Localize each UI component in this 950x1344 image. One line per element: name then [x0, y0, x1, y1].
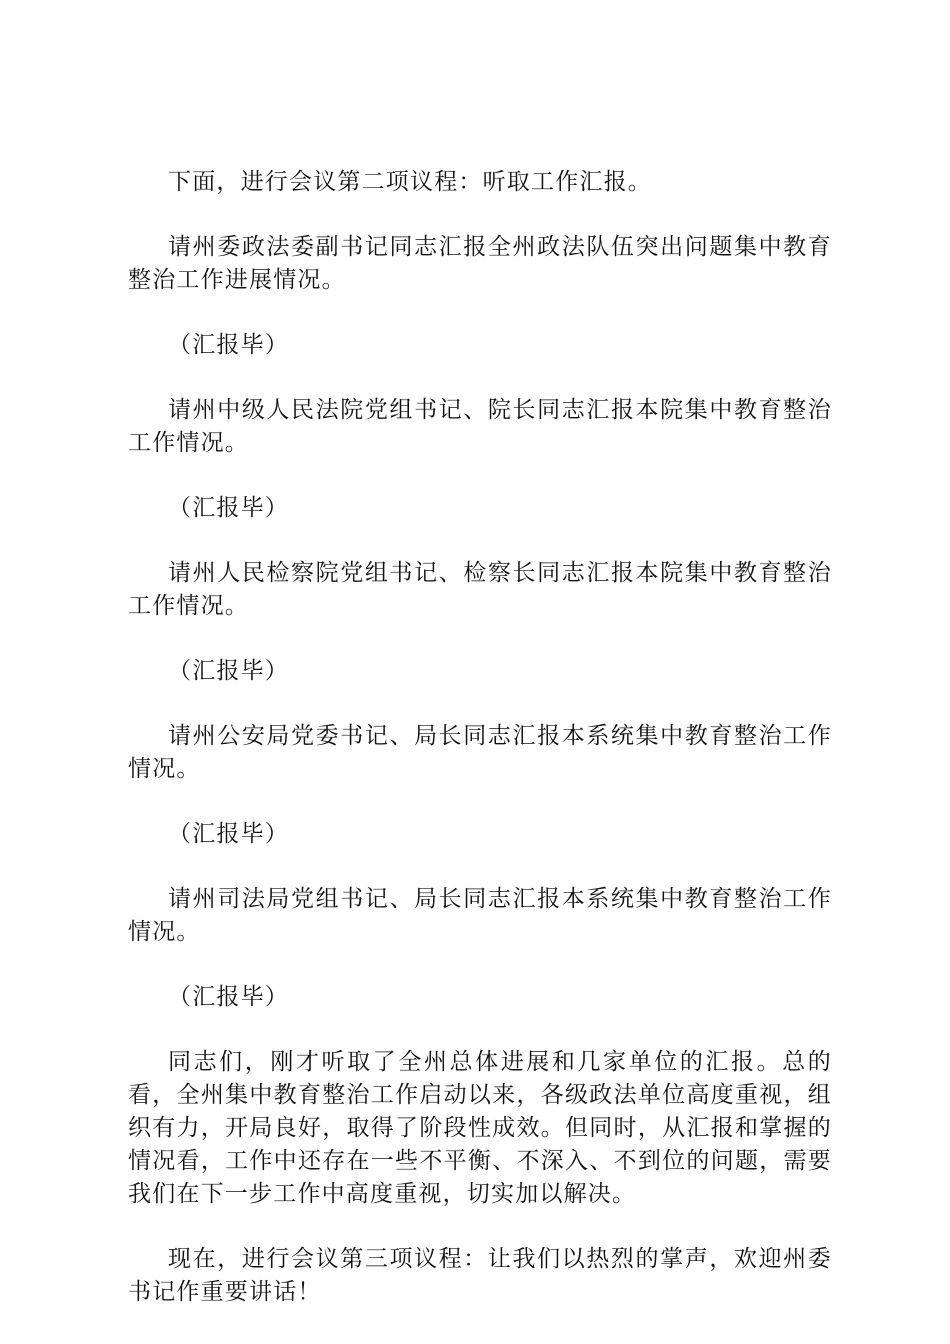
paragraph-report-justice-bureau: 请州司法局党组书记、局长同志汇报本系统集中教育整治工作情况。 — [128, 886, 832, 945]
document-body — [128, 166, 832, 1309]
paragraph-report-finished: （汇报毕） — [168, 984, 289, 1010]
paragraph-report-finished: （汇报毕） — [168, 658, 289, 684]
paragraph-report-intermediate-court: 请州中级人民法院党组书记、院长同志汇报本院集中教育整治工作情况。 — [128, 397, 832, 456]
paragraph-report-procuratorate: 请州人民检察院党组书记、检察长同志汇报本院集中教育整治工作情况。 — [128, 560, 832, 619]
paragraph-report-political-legal-committee: 请州委政法委副书记同志汇报全州政法队伍突出问题集中教育整治工作进展情况。 — [128, 234, 832, 293]
paragraph-summary: 同志们，刚才听取了全州总体进展和几家单位的汇报。总的看，全州集中教育整治工作启动以来，各级政法单位高度重视，组织有力，开局良好，取得了阶段性成效。但同时，从汇报和掌握的情况看，工作中还存在一些不平衡、不深入、不到位的问题，需要我们在下一步工作中高度重视，切实加以解决。 — [128, 1049, 832, 1207]
paragraph-report-finished: （汇报毕） — [168, 821, 289, 847]
paragraph-report-public-security-bureau: 请州公安局党委书记、局长同志汇报本系统集中教育整治工作情况。 — [128, 723, 832, 782]
paragraph-report-finished: （汇报毕） — [168, 332, 289, 358]
paragraph-report-finished: （汇报毕） — [168, 495, 289, 521]
paragraph-agenda-item-two: 下面，进行会议第二项议程：听取工作汇报。 — [168, 169, 652, 195]
paragraph-agenda-item-three: 现在，进行会议第三项议程：让我们以热烈的掌声，欢迎州委书记作重要讲话！ — [128, 1246, 832, 1305]
